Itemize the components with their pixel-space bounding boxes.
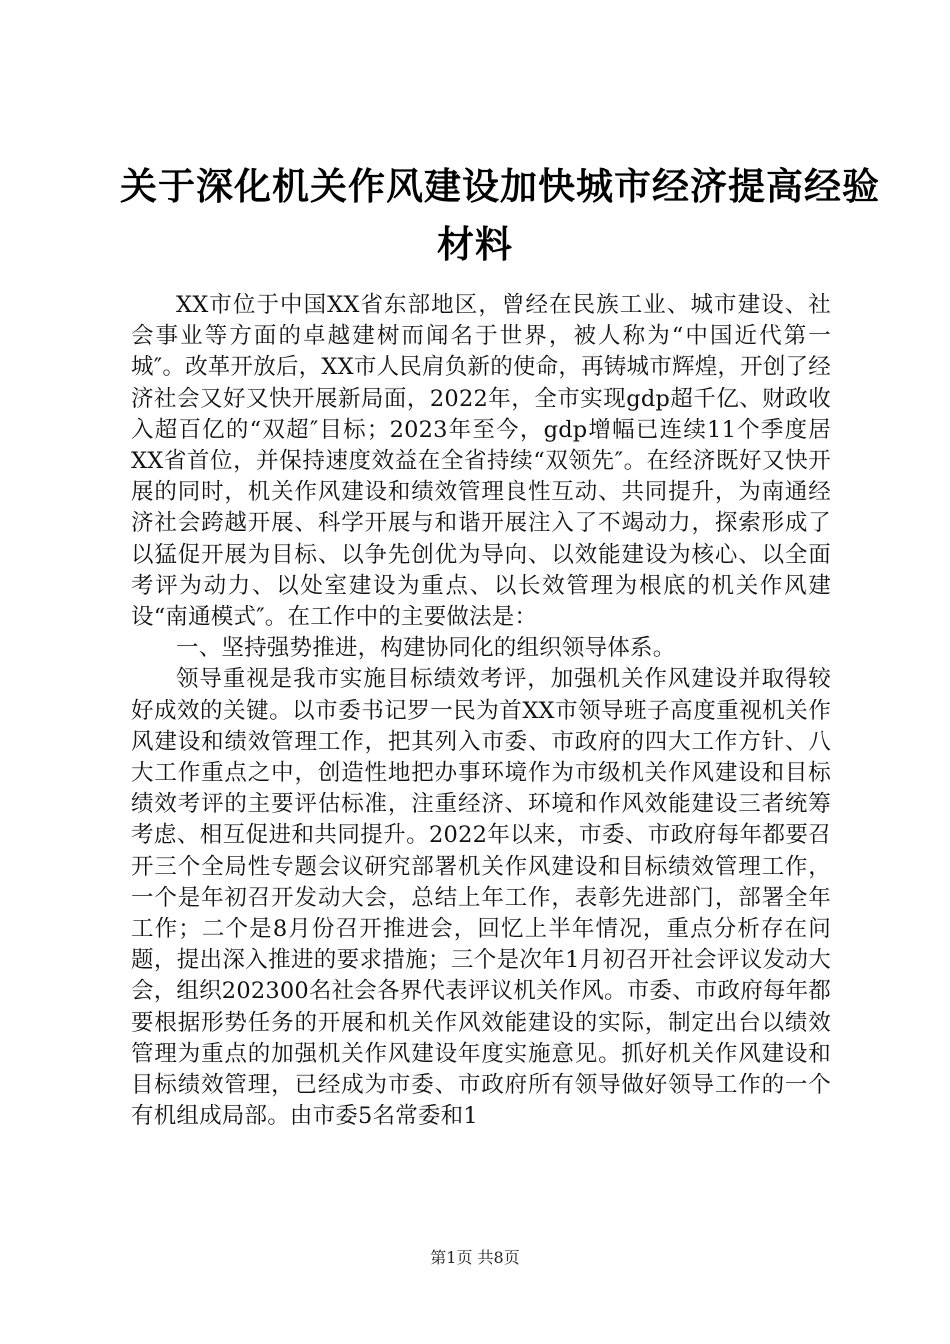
section-heading-1: 一、坚持强势推进，构建协同化的组织领导体系。 [176, 635, 676, 662]
page-number-footer: 第1页 共8页 [430, 1248, 520, 1267]
paragraph-leadership: 领导重视是我市实施目标绩效考评，加强机关作风建设并取得较好成效的关键。以市委书记罗一民为首XX市领导班子高度重视机关作风建设和绩效管理工作，把其列入市委、市政府的四大工作方针、八大工作重点之中，创造性地把办事环境作为市级机关作风建设和目标绩效考评的主要评估标准，注重经济、环境和作风效能建设三者统筹考虑、相互促进和共同提升。2022年以来，市委、市政府每年都要召开三个全局性专题会议研究部署机关作风建设和目标绩效管理工作，一个是年初召开发动大会，总结上年工作，表彰先进部门，部署全年工作；二个是8月份召开推进会，回忆上半年情况，重点分析存在问题，提出深入推进的要求措施；三个是次年1月初召开社会评议发动大会，组织202300名社会各界代表评议机关作风。市委、市政府每年都要根据形势任务的开展和机关作风效能建设的实际，制定出台以绩效管理为重点的加强机关作风建设年度实施意见。抓好机关作风建设和目标绩效管理，已经成为市委、市政府所有领导做好领导工作的一个有机组成局部。由市委5名常委和1 [131, 666, 831, 1130]
document-title [120, 158, 880, 274]
title-line-2: 材料 [437, 223, 513, 266]
paragraph-intro: XX市位于中国XX省东部地区，曾经在民族工业、城市建设、社会事业等方面的卓越建树而闻名于世界，被人称为“中国近代第一城″。改革开放后，XX市人民肩负新的使命，再铸城市辉煌，开创了经济社会又好又快开展新局面，2022年，全市实现gdp超千亿、财政收入超百亿的“双超″目标；2023年至今，gdp增幅已连续11个季度居XX省首位，并保持速度效益在全省持续“双领先″。在经济既好又快开展的同时，机关作风建设和绩效管理良性互动、共同提升，为南通经济社会跨越开展、科学开展与和谐开展注入了不竭动力，探索形成了以猛促开展为目标、以争先创优为导向、以效能建设为核心、以全面考评为动力、以处室建设为重点、以长效管理为根底的机关作风建设“南通模式″。在工作中的主要做法是： [131, 292, 831, 631]
document-body [131, 290, 831, 1132]
title-line-1: 关于深化机关作风建设加快城市经济提高经验 [120, 165, 880, 208]
